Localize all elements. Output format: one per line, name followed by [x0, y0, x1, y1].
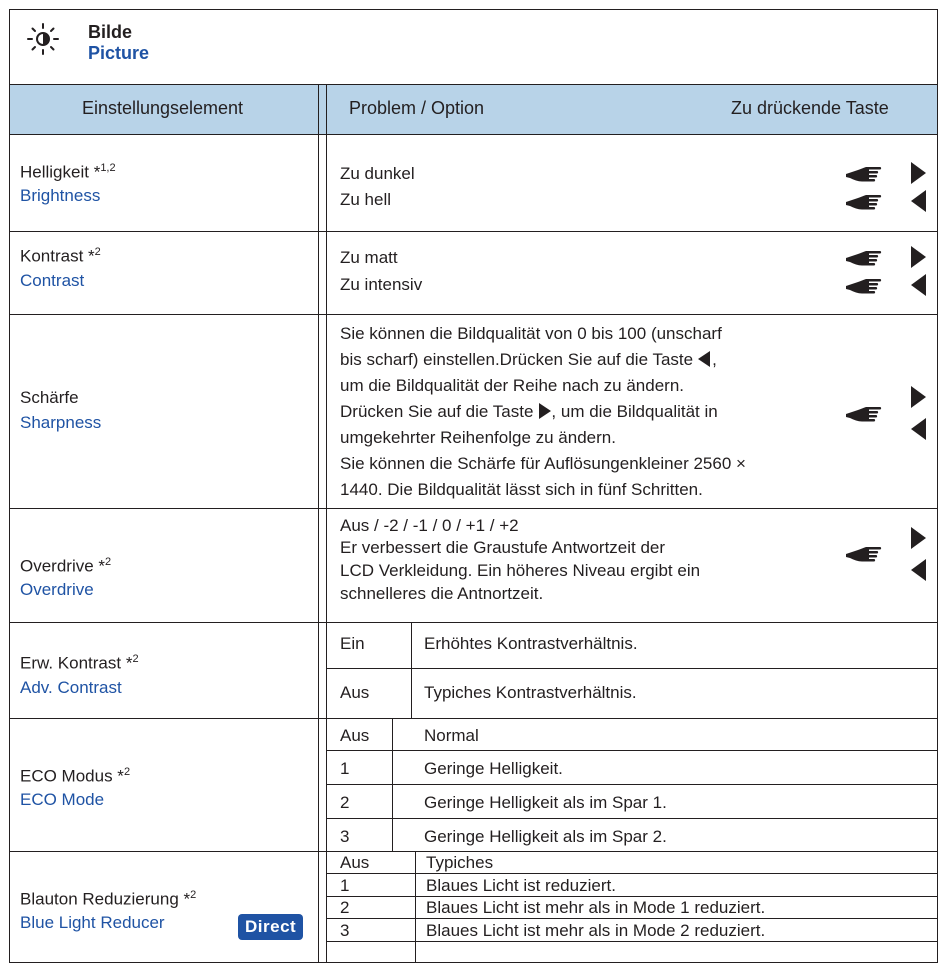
pointing-hand-icon — [844, 543, 882, 565]
contrast-label: Kontrast *$^2$ — [20, 246, 101, 266]
left-arrow-key-icon — [911, 274, 926, 296]
sharpness-desc-6: Sie können die Schärfe für Auflösungenkleiner 2560 × — [340, 454, 746, 473]
sharpness-label: Schärfe — [20, 388, 79, 407]
blue-light-option: 3 — [340, 921, 350, 940]
blue-light-option: 1 — [340, 876, 350, 895]
adv-contrast-option: Aus — [340, 683, 370, 702]
column-divider — [318, 84, 319, 963]
right-arrow-key-icon — [911, 162, 926, 184]
blue-light-label: Blauton Reduzierung *$^2$ — [20, 889, 197, 909]
adv-contrast-option: Ein — [340, 634, 365, 653]
eco-desc: Geringe Helligkeit als im Spar 2. — [424, 827, 667, 846]
overdrive-label-en: Overdrive — [20, 580, 94, 599]
contrast-option-dull: Zu matt — [340, 248, 398, 267]
pointing-hand-icon — [844, 275, 882, 297]
overdrive-desc-4: schnelleres die Antnortzeit. — [340, 584, 544, 603]
right-arrow-key-icon — [911, 527, 926, 549]
eco-desc: Normal — [424, 726, 479, 745]
adv-contrast-desc: Typiches Kontrastverhältnis. — [424, 683, 637, 702]
pointing-hand-icon — [844, 191, 882, 213]
blue-light-option: 2 — [340, 898, 350, 917]
sharpness-desc-1: Sie können die Bildqualität von 0 bis 100 (unscharf — [340, 324, 722, 343]
overdrive-desc-3: LCD Verkleidung. Ein höheres Niveau ergibt ein — [340, 561, 701, 580]
eco-option: 2 — [340, 793, 350, 812]
pointing-hand-icon — [844, 163, 882, 185]
sharpness-label-en: Sharpness — [20, 413, 102, 432]
adv-contrast-label: Erw. Kontrast *$^2$ — [20, 653, 139, 673]
blue-light-label-en: Blue Light Reducer — [20, 913, 165, 932]
eco-option: Aus — [340, 726, 370, 745]
left-arrow-key-icon — [698, 351, 710, 367]
left-arrow-key-icon — [911, 190, 926, 212]
right-arrow-key-icon — [539, 403, 551, 419]
brightness-label-en: Brightness — [20, 186, 101, 205]
sharpness-desc-3: um die Bildqualität der Reihe nach zu ändern. — [340, 376, 684, 395]
brightness-icon — [26, 22, 60, 56]
contrast-label-en: Contrast — [20, 271, 85, 290]
left-arrow-key-icon — [911, 418, 926, 440]
contrast-option-intense: Zu intensiv — [340, 275, 423, 294]
left-arrow-key-icon — [911, 559, 926, 581]
overdrive-desc-1: Aus / -2 / -1 / 0 / +1 / +2 — [340, 516, 519, 535]
blue-light-desc: Blaues Licht ist reduziert. — [426, 876, 616, 895]
sharpness-desc-7: 1440. Die Bildqualität lässt sich in fünf Schritten. — [340, 480, 703, 499]
blue-light-option: Aus — [340, 853, 370, 872]
section-title-de: Bilde — [88, 22, 133, 42]
column-divider — [326, 84, 327, 963]
sharpness-desc-2: bis scharf) einstellen.Drücken Sie auf die Taste , — [340, 350, 717, 369]
sharpness-desc-5: umgekehrter Reihenfolge zu ändern. — [340, 428, 616, 447]
blue-light-desc: Typiches — [426, 853, 494, 872]
overdrive-label: Overdrive *$^2$ — [20, 556, 112, 576]
direct-key-badge: Direct — [238, 914, 303, 940]
column-header-problem: Problem / Option — [349, 98, 485, 118]
brightness-option-bright: Zu hell — [340, 190, 392, 209]
eco-option: 1 — [340, 759, 350, 778]
blue-light-desc: Blaues Licht ist mehr als in Mode 2 reduziert. — [426, 921, 766, 940]
brightness-option-dark: Zu dunkel — [340, 164, 415, 183]
eco-desc: Geringe Helligkeit als im Spar 1. — [424, 793, 667, 812]
pointing-hand-icon — [844, 403, 882, 425]
eco-mode-label: ECO Modus *$^2$ — [20, 766, 131, 786]
eco-desc: Geringe Helligkeit. — [424, 759, 563, 778]
right-arrow-key-icon — [911, 386, 926, 408]
pointing-hand-icon — [844, 247, 882, 269]
column-header-key: Zu drückende Taste — [731, 98, 889, 118]
brightness-label: Helligkeit *$^{1,2}$ — [20, 162, 116, 182]
blue-light-desc: Blaues Licht ist mehr als in Mode 1 reduziert. — [426, 898, 766, 917]
eco-mode-label-en: ECO Mode — [20, 790, 105, 809]
overdrive-desc-2: Er verbessert die Graustufe Antwortzeit der — [340, 538, 666, 557]
sharpness-desc-4: Drücken Sie auf die Taste , um die Bildqualität in — [340, 402, 718, 421]
adv-contrast-label-en: Adv. Contrast — [20, 678, 122, 697]
adv-contrast-desc: Erhöhtes Kontrastverhältnis. — [424, 634, 638, 653]
column-header-item: Einstellungselement — [81, 98, 244, 118]
right-arrow-key-icon — [911, 246, 926, 268]
eco-option: 3 — [340, 827, 350, 846]
section-title-en: Picture — [88, 43, 150, 63]
